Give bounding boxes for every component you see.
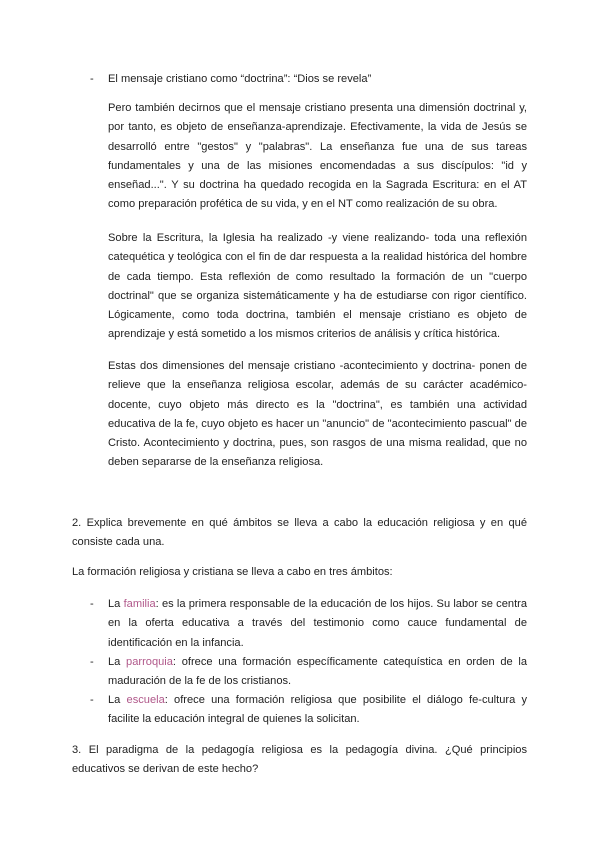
paragraph: Sobre la Escritura, la Iglesia ha realizado -y viene realizando- toda una reflexión catequética y teológica con el fin de dar respuesta a la realidad histórica del hombre de cada tiempo. Esta reflexión de como resultado la formación de un "cuerpo doctrinal" que se organiza sistemáticamente y ha de estudiarse con rigor científico. Lógicamente, como toda doctrina, también el mensaje cristiano es objeto de aprendizaje y está sometido a los mismos criterios de análisis y crítica histórica. xyxy=(108,232,527,341)
highlight-term: escuela xyxy=(126,694,165,706)
highlight-term: familia xyxy=(123,598,156,610)
question-3: 3. El paradigma de la pedagogía religiosa es la pedagogía divina. ¿Qué principios educativos se derivan de este hecho? xyxy=(72,744,527,776)
section-heading: El mensaje cristiano como “doctrina”: “Dios se revela” xyxy=(108,73,372,85)
bullet-dash: - xyxy=(90,656,94,668)
list-item-parroquia: La parroquia: ofrece una formación específicamente catequística en orden de la maduración de la fe de los cristianos. xyxy=(108,656,528,688)
bullet-dash: - xyxy=(90,73,94,85)
list-item-escuela: La escuela: ofrece una formación religiosa que posibilite el diálogo fe-cultura y facilite la educación integral de quienes la solicitan. xyxy=(108,694,527,726)
bullet-dash: - xyxy=(90,598,94,610)
paragraph: Pero también decirnos que el mensaje cristiano presenta una dimensión doctrinal y, por tanto, es objeto de enseñanza-aprendizaje. Efectivamente, la vida de Jesús se desarrolló entre "gestos" y "palabras". La enseñanza fue una de sus tareas fundamentales y una de las misiones encomendadas a sus discípulos: "id y enseñad...". Y su doctrina ha quedado recogida en la Sagrada Escritura: en el AT como preparación profética de su vida, y en el NT como realización de su obra. xyxy=(108,102,527,211)
question-2: 2. Explica brevemente en qué ámbitos se lleva a cabo la educación religiosa y en qué consiste cada una. xyxy=(72,517,527,549)
highlight-term: parroquia xyxy=(126,656,173,668)
bullet-dash: - xyxy=(90,694,94,706)
paragraph: Estas dos dimensiones del mensaje cristiano -acontecimiento y doctrina- ponen de relieve que la enseñanza religiosa escolar, además de su carácter académico-docente, cuyo objeto más directo es la "doctrina", es también una actividad educativa de la fe, cuyo objeto es hacer un "anuncio" de "acontecimiento pascual" de Cristo. Acontecimiento y doctrina, pues, son rasgos de una misma realidad, que no deben separarse de la enseñanza religiosa. xyxy=(108,360,527,469)
question-2-intro: La formación religiosa y cristiana se lleva a cabo en tres ámbitos: xyxy=(72,566,393,578)
list-item-familia: La familia: es la primera responsable de la educación de los hijos. Su labor se centra en la oferta educativa a través del testimonio como cauce fundamental de identificación en la infancia. xyxy=(108,598,528,649)
